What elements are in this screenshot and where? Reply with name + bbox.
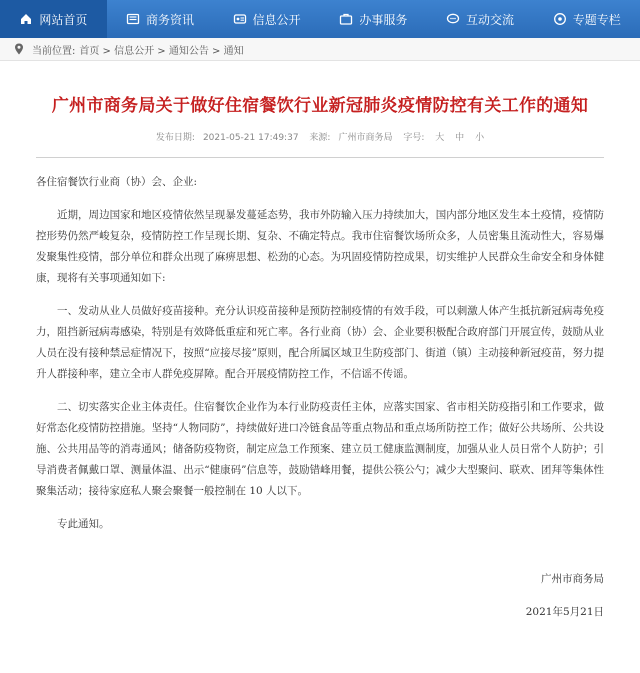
nav-topic-label: 专题专栏 <box>572 12 621 27</box>
paragraph-responsibility: 二、切实落实企业主体责任。住宿餐饮企业作为本行业防疫责任主体，应落实国家、省市相关防疫指引和工作要求，做好常态化疫情防控措施。坚持“人物同防”，持续做好进口冷链食品等重点物品和重点场所防控工作；做好公共场所、公共设施、公共用品等的消毒通风；储备防疫物资，制定应急工作预案、建立员工健康监测制度，加强从业人员日常个人防护；引导消费者佩戴口罩、测量体温、出示“健康码”信息等，鼓励错峰用餐，提供公筷公勺；减少大型聚问、联欢、团拜等集体性聚集活动；接待家庭私人聚会聚餐一般控制在 10 人以下。 <box>36 401 604 497</box>
breadcrumb <box>0 38 640 61</box>
fontsize-small-button[interactable]: 小 <box>475 133 485 143</box>
article-title: 广州市商务局关于做好住宿餐饮行业新冠肺炎疫情防控有关工作的通知 <box>51 96 589 116</box>
nav-interact-label: 互动交流 <box>466 12 515 27</box>
title-divider <box>36 157 604 158</box>
source-value: 广州市商务局 <box>338 133 393 143</box>
home-icon <box>19 12 33 26</box>
fontsize-label: 字号: <box>403 133 425 143</box>
source-label: 来源: <box>309 133 331 143</box>
chat-icon <box>446 12 460 26</box>
nav-topic[interactable] <box>533 0 640 38</box>
nav-interact[interactable] <box>427 0 534 38</box>
article-body <box>36 172 604 535</box>
nav-info-label: 信息公开 <box>252 12 301 27</box>
paragraph-intro: 近期，周边国家和地区疫情依然呈现暴发蔓延态势，我市外防输入压力持续加大，国内部分地区发生本土疫情，疫情防控形势仍然严峻复杂，疫情防控工作呈现长期、复杂、不确定特点。我市住宿餐饮场所众多，人员密集且流动性大，容易爆发聚集性疫情，部分单位和群众出现了麻痹思想、松劲的心态。为巩固疫情防控成果，切实维护人民群众生命安全和身体健康，现将有关事项通知如下: <box>36 209 604 284</box>
location-pin-icon <box>14 43 24 55</box>
salutation: 各住宿餐饮行业商（协）会、企业: <box>36 176 198 188</box>
topic-icon <box>553 12 567 26</box>
publish-date: 2021-05-21 17:49:37 <box>202 133 299 143</box>
nav-news[interactable] <box>107 0 214 38</box>
nav-info[interactable] <box>213 0 320 38</box>
nav-service-label: 办事服务 <box>359 12 408 27</box>
top-nav <box>0 0 640 38</box>
breadcrumb-prefix: 当前位置: <box>32 45 76 57</box>
fontsize-medium-button[interactable]: 中 <box>455 133 465 143</box>
info-icon <box>233 12 247 26</box>
fontsize-large-button[interactable]: 大 <box>435 133 445 143</box>
nav-home-label: 网站首页 <box>39 12 88 27</box>
nav-news-label: 商务资讯 <box>146 12 195 27</box>
closing-text: 专此通知。 <box>57 518 110 530</box>
article-meta <box>36 130 604 143</box>
signature-date: 2021年5月21日 <box>525 606 604 618</box>
nav-service[interactable] <box>320 0 427 38</box>
article <box>0 91 640 619</box>
publish-label: 发布日期: <box>155 133 195 143</box>
nav-home[interactable] <box>0 0 107 38</box>
news-icon <box>126 12 140 26</box>
paragraph-vaccination: 一、发动从业人员做好疫苗接种。充分认识疫苗接种是预防控制疫情的有效手段，可以刺激人体产生抵抗新冠病毒免疫力，阻挡新冠病毒感染，特别是有效降低重症和死亡率。各行业商（协）会、企业要积极配合政府部门开展宣传，鼓励从业人员在没有接种禁忌症情况下，按照“应接尽接”原则，配合所属区域卫生防疫部门、街道（镇）主动接种新冠疫苗，努力提升人群接种率，建立全市人群免疫屏障。配合开展疫情防控工作，不信谣不传谣。 <box>36 305 604 380</box>
signature: 广州市商务局 <box>541 573 604 585</box>
service-icon <box>339 12 353 26</box>
breadcrumb-path[interactable]: 首页 > 信息公开 > 通知公告 > 通知 <box>79 45 244 57</box>
